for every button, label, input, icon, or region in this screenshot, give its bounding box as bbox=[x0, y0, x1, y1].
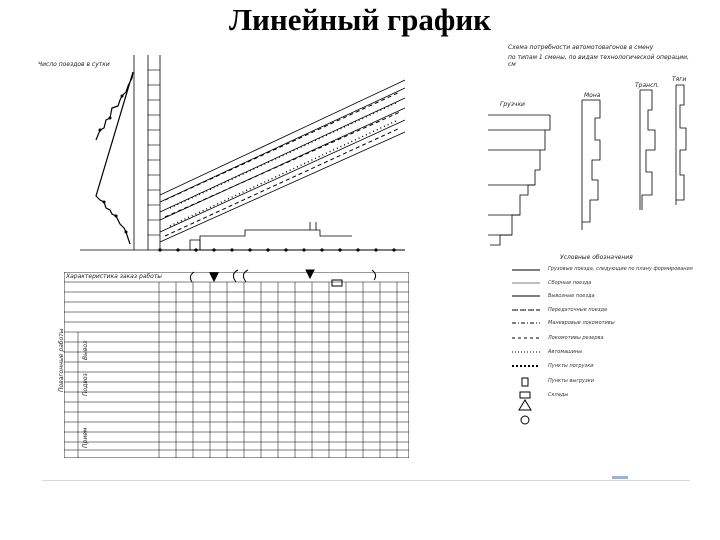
legend-item-5: Локомотивы резерва bbox=[548, 335, 604, 341]
right-label-1: Мона bbox=[584, 92, 601, 99]
legend-item-4: Маневровые локомотивы bbox=[548, 320, 615, 326]
page-mark bbox=[612, 476, 628, 479]
left-chart bbox=[80, 55, 160, 250]
table-side-2: Подвоз bbox=[82, 373, 89, 396]
legend-item-2: Вывозные поезда bbox=[548, 293, 595, 299]
table-grid bbox=[64, 272, 409, 458]
train-paths bbox=[160, 80, 405, 242]
cumulative-curve bbox=[96, 72, 133, 244]
right-chart bbox=[488, 85, 686, 245]
legend-item-1: Сборные поезда bbox=[548, 280, 592, 286]
right-label-2: Трансп. bbox=[635, 82, 660, 89]
data-table bbox=[58, 272, 409, 458]
legend-item-3: Передаточные поезда bbox=[548, 307, 607, 313]
right-title-2: по типам 1 смены, по видам технологической операции, см bbox=[508, 54, 689, 68]
table-side-3: Прием bbox=[82, 427, 89, 448]
legend-symbols bbox=[512, 270, 540, 424]
slide-title: Линейный график bbox=[228, 2, 492, 37]
legend-item-8: Пункты выгрузки bbox=[548, 378, 595, 384]
bottom-rule bbox=[42, 480, 690, 481]
legend-item-6: Автомашины bbox=[548, 349, 583, 355]
legend-item-0: Грузовые поезда, следующие по плану формирования bbox=[548, 266, 693, 272]
table-side-0: Повагонные работы bbox=[58, 328, 65, 392]
legend-item-7: Пункты погрузки bbox=[548, 363, 594, 369]
table-title: Характеристика заказ работы bbox=[66, 273, 163, 280]
right-label-0: Грузчки bbox=[500, 101, 525, 108]
table-side-1: Вывоз bbox=[82, 340, 89, 360]
right-bottom-label: Условные обозначения bbox=[560, 254, 633, 261]
right-title-1: Схема потребности автомотовагонов в смену bbox=[508, 44, 654, 51]
right-label-3: Тяги bbox=[672, 76, 687, 83]
left-chart-label: Число поездов в сутки bbox=[38, 61, 110, 68]
legend-item-9: Склады bbox=[548, 392, 569, 398]
